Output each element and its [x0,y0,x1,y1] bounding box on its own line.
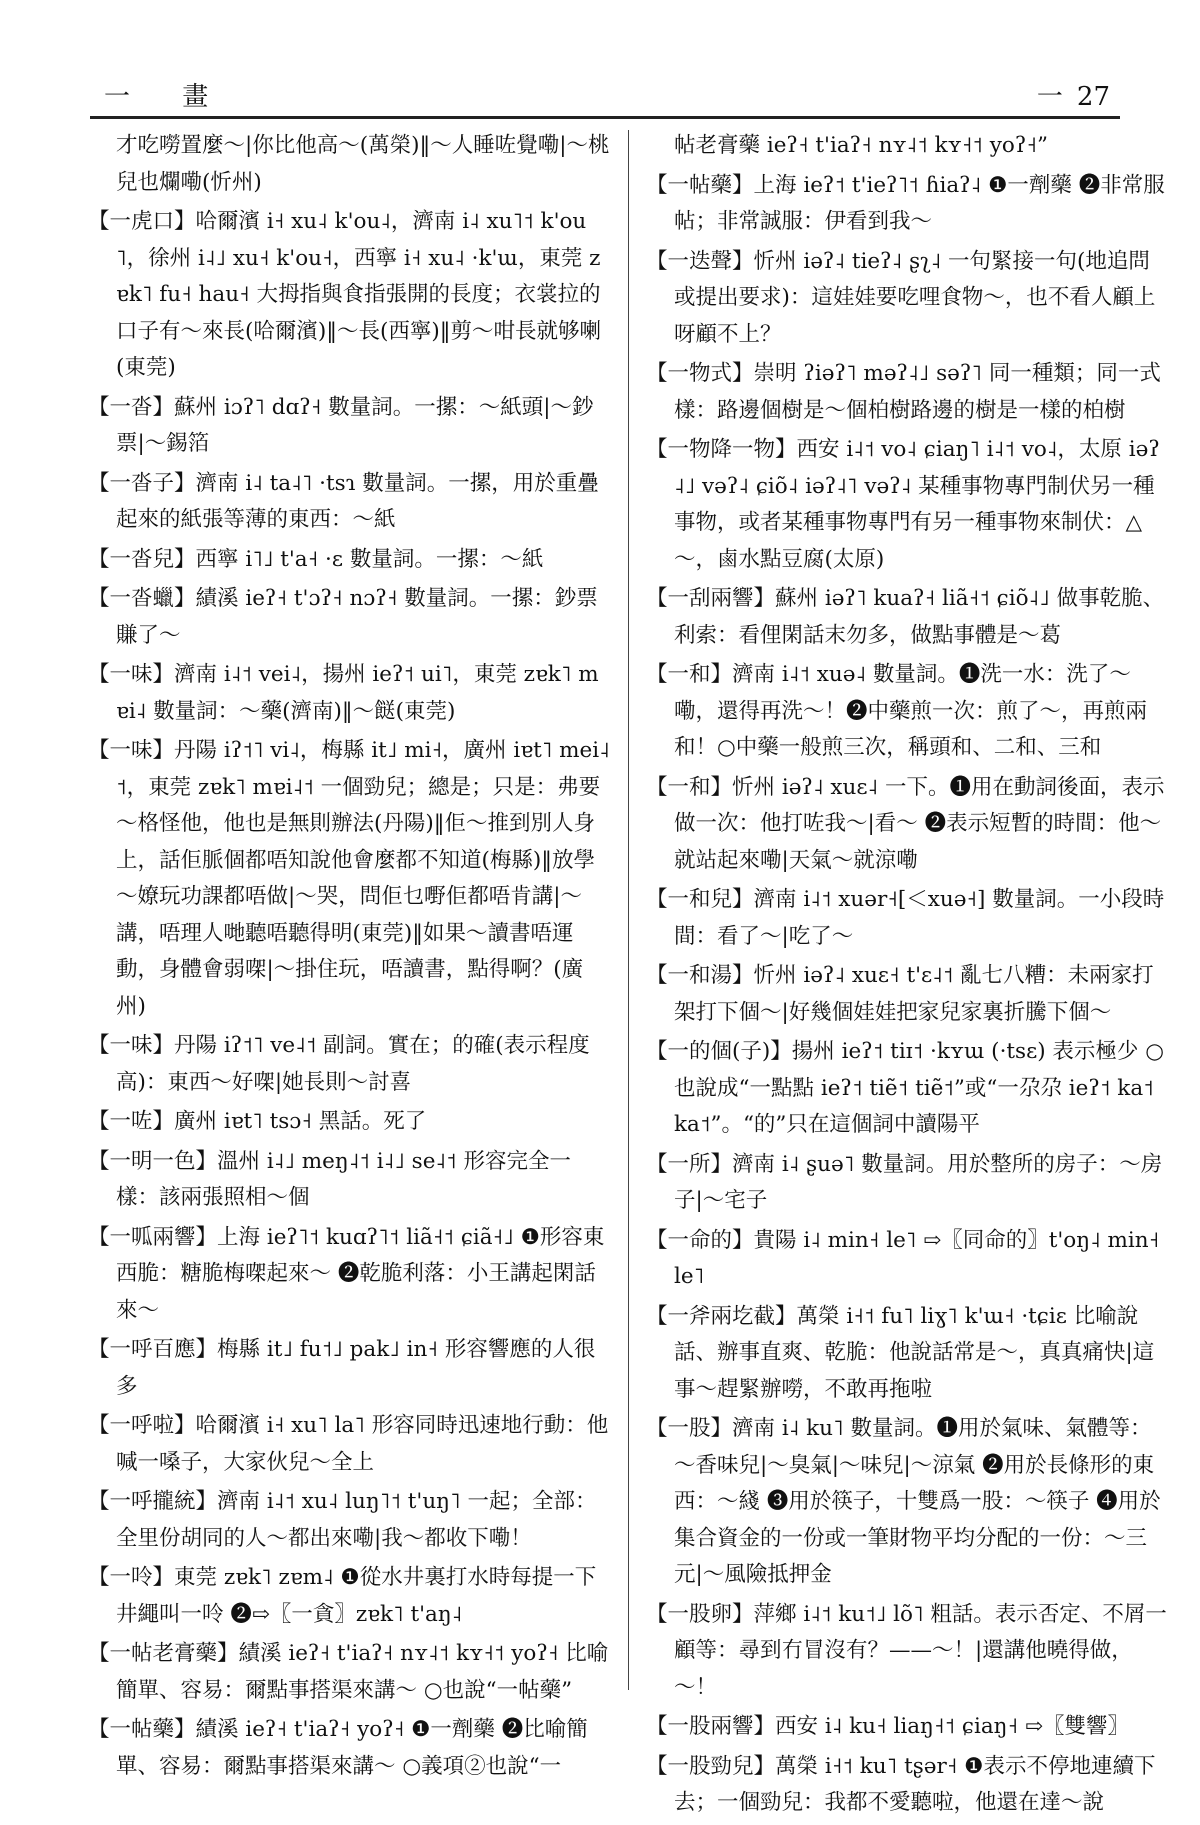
dictionary-entry: 【一帖老膏藥】績溪 ieʔ˧ t'iaʔ˧ nʏ˨˦ kʏ˧˦ yoʔ˧ 比喻簡單、容易：爾點事搭渠來講～ ○也說“一帖藥” [88,1641,609,1703]
dictionary-entry: 【一呼啦】哈爾濱 i˧ xu˥ la˥ 形容同時迅速地行動：他喊一嗓子，大家伙兒～全上 [88,1413,609,1475]
right-mark: 一 [1036,82,1063,112]
dictionary-entry: 【一所】濟南 i˨ ʂuə˥ 數量詞。用於整所的房子：～房子|～宅子 [646,1151,1163,1213]
dictionary-entry: 【一股卵】萍鄉 i˨˦ ku˦˩ lõ˥ 粗話。表示否定、不屑一顧等：尋到冇冒沒有？——～！|還講他曉得做，～！ [646,1601,1167,1700]
dictionary-entry: 【一和兒】濟南 i˨˦ xuər˧[＜xuə˧] 數量詞。一小段時間：看了～|吃了～ [646,887,1165,949]
dictionary-entry: 【一咗】廣州 iɐt˥ tsɔ˧ 黑話。死了 [88,1109,427,1134]
section-title: 一 畫 [104,82,231,112]
dictionary-entry: 【一味】濟南 i˨˦ vei˨，揚州 ieʔ˦ ui˥，東莞 zɐk˥ mɐi˨ 數量詞：～藥(濟南)‖～餸(東莞) [88,662,599,724]
column-divider [628,130,629,1690]
dictionary-entry: 【一明一色】溫州 i˨˩ meŋ˨˦ i˨˩ se˨˦ 形容完全一樣：該兩張照相～個 [88,1148,571,1210]
dictionary-entry: 【一虎口】哈爾濱 i˧ xu˨ k'ou˨，濟南 i˨ xu˥˦ k'ou˥，徐州 i˨˩ xu˧ k'ou˧，西寧 i˧ xu˨ ·k'ɯ，東莞 zɐk˥ fu˧ hau˧ 大拇指與食指張開的長度；衣裳拉的口子有～來長(哈爾濱)‖～長(西寧)‖剪～咁長就够喇(東莞) [88,209,602,380]
left-column [88,128,610,1788]
dictionary-entry: 【一和】忻州 iəʔ˨ xuɛ˨ 一下。❶用在動詞後面，表示做一次：他打咗我～|看～ ❷表示短暫的時間：他～就站起來嘞|天氣～就涼嘞 [646,774,1165,873]
dictionary-entry: 【一帖藥】上海 ieʔ˦ t'ieʔ˥˦ ɦiaʔ˨ ❶一劑藥 ❷非常服帖；非常誠服：伊看到我～ [646,172,1165,234]
dictionary-entry: 【一的個(子)】揚州 ieʔ˦ tiɪ˦ ·kʏɯ (·tsɛ) 表示極少 ○也說成“一點點 ieʔ˦ tiẽ˦ tiẽ˦”或“一尕尕 ieʔ˦ ka˦ ka˦”。“的”只在這個詞中讀陽平 [646,1039,1165,1137]
dictionary-entry: 【一和湯】忻州 iəʔ˨ xuɛ˧ t'ɛ˨˦ 亂七八糟：未兩家打架打下個～|好幾個娃娃把家兒家裏折騰下個～ [646,963,1154,1025]
dictionary-entry: 【一和】濟南 i˨˦ xuə˨ 數量詞。❶洗一水：洗了～嘞，還得再洗～！❷中藥煎一次：煎了～，再煎兩和！○中藥一般煎三次，稱頭和、二和、三和 [646,662,1148,760]
dictionary-entry: 【一股】濟南 i˨ ku˥ 數量詞。❶用於氣味、氣體等：～香味兒|～臭氣|～味兒|～涼氣 ❷用於長條形的東西：～綫 ❸用於筷子，十雙爲一股：～筷子 ❹用於集合資金的一份或一筆財物平均分配的一份：～三元|～風險抵押金 [646,1416,1161,1587]
dictionary-entry: 【一呼攏統】濟南 i˨˦ xu˨ luŋ˥˦ t'uŋ˥ 一起；全部：全里份胡同的人～都出來嘞|我～都收下嘞！ [88,1489,597,1551]
dictionary-entry: 帖老膏藥 ieʔ˧ t'iaʔ˧ nʏ˨˦ kʏ˧˦ yoʔ˧” [674,133,1048,158]
dictionary-entry: 【一味】丹陽 iʔ˦˥ vi˨，梅縣 it˩ mi˧，廣州 iɐt˥ mei˨˦，東莞 zɐk˥ mɐi˨˦ 一個勁兒；總是；只是：弗要～格怪他，他也是無則辦法(丹陽)‖佢～推到別人身上，話佢脈個都唔知說他會麼都不知道(梅縣)‖放學～嫽玩功課都唔做|～哭，問佢乜嘢佢都唔肯講|～講，唔理人哋聽唔聽得明(東莞)‖如果～讀書唔運動，身體會弱㗎|～掛住玩，唔讀書，點得啊？(廣州) [88,738,610,1019]
page-header [90,72,1110,118]
dictionary-entry: 【一沓子】濟南 i˨ ta˨˥ ·tsɿ 數量詞。一摞，用於重疊起來的紙張等薄的東西：～紙 [88,470,599,532]
dictionary-entry: 【一味】丹陽 iʔ˦˥ ve˨˦ 副詞。實在；的確(表示程度高)：東西～好㗎|她長則～討喜 [88,1033,590,1095]
dictionary-entry: 【一呼百應】梅縣 it˩ fu˦˩ pak˩ in˧ 形容響應的人很多 [88,1337,596,1399]
page-number-area [1023,76,1110,113]
dictionary-entry: 【一股兩響】西安 i˨ ku˧ liaŋ˧˦ ɕiaŋ˧ ⇨〖雙響〗 [646,1714,1129,1739]
dictionary-entry: 【一沓兒】西寧 i˥˩ t'a˧ ·ɛ 數量詞。一摞：～紙 [88,546,544,572]
page-number: 27 [1076,82,1110,112]
dictionary-entry: 【一沓蠟】績溪 ieʔ˧ t'ɔʔ˧ nɔʔ˧ 數量詞。一摞：鈔票賺了～ [88,586,598,648]
dictionary-entry: 【一帖藥】績溪 ieʔ˧ t'iaʔ˧ yoʔ˧ ❶一劑藥 ❷比喻簡單、容易：爾點事搭渠來講～ ○義項②也說“一 [88,1717,588,1779]
dictionary-entry: 才吃嘮置麼～|你比他高～(萬榮)‖～人睡咗覺嘞|～桃兒也爛嘞(忻州) [116,133,610,195]
dictionary-entry: 【一股勁兒】萬榮 i˧˦ ku˥ tʂər˧ ❶表示不停地連續下去；一個勁兒：我都不愛聽啦，他還在達～說 [646,1753,1156,1815]
dictionary-entry: 【一斧兩圪截】萬榮 i˧˦ fu˥ liɣ˥ k'ɯ˧ ·tɕiɛ 比喻說話、辦事直爽、乾脆：他說話常是～，真真痛快|這事～趕緊辦嘮，不敢再拖啦 [646,1303,1155,1402]
dictionary-entry: 【一迭聲】忻州 iəʔ˨ tieʔ˨ ʂʅ˨ 一句緊接一句(地追問或提出要求)：這娃娃要吃哩食物～，也不看人顧上呀顧不上？ [646,248,1156,347]
right-column [646,128,1168,1825]
dictionary-entry: 【一物式】崇明 ʔiəʔ˥ məʔ˨˩ səʔ˥ 同一種類；同一式樣：路邊個樹是～個柏樹路邊的樹是一樣的柏樹 [646,361,1161,423]
dictionary-entry: 【一呤】東莞 zɐk˥ zɐm˨ ❶從水井裏打水時每提一下井繩叫一呤 ❷⇨〖一貪〗zɐk˥ t'aŋ˨ [88,1565,597,1627]
dictionary-entry: 【一物降一物】西安 i˨˦ vo˨ ɕiaŋ˥ i˨˦ vo˨，太原 iəʔ˨˩ vəʔ˨ ɕiõ˨ iəʔ˨˥ vəʔ˨ 某種事物專門制伏另一種事物，或者某種事物專門有另一種事物來制伏：△～，鹵水點豆腐(太原) [646,437,1160,572]
header-rule [90,116,1120,119]
dictionary-entry: 【一刮兩響】蘇州 iəʔ˥ kuaʔ˧ liã˧˦ ɕiõ˨˩ 做事乾脆、利索：看俚閑話末勿多，做點事體是～葛 [646,586,1165,648]
dictionary-entry: 【一命的】貴陽 i˨ min˧ le˥ ⇨〖同命的〗t'oŋ˨ min˧ le˥ [646,1227,1160,1289]
dictionary-entry: 【一呱兩響】上海 ieʔ˥˦ kuɑʔ˥˦ liã˧˦ ɕiã˧˩ ❶形容東西脆：糖脆梅㗎起來～ ❷乾脆利落：小王講起閑話來～ [88,1224,605,1323]
dictionary-entry: 【一沓】蘇州 iɔʔ˥ dɑʔ˧ 數量詞。一摞：～紙頭|～鈔票|～錫箔 [88,394,594,456]
